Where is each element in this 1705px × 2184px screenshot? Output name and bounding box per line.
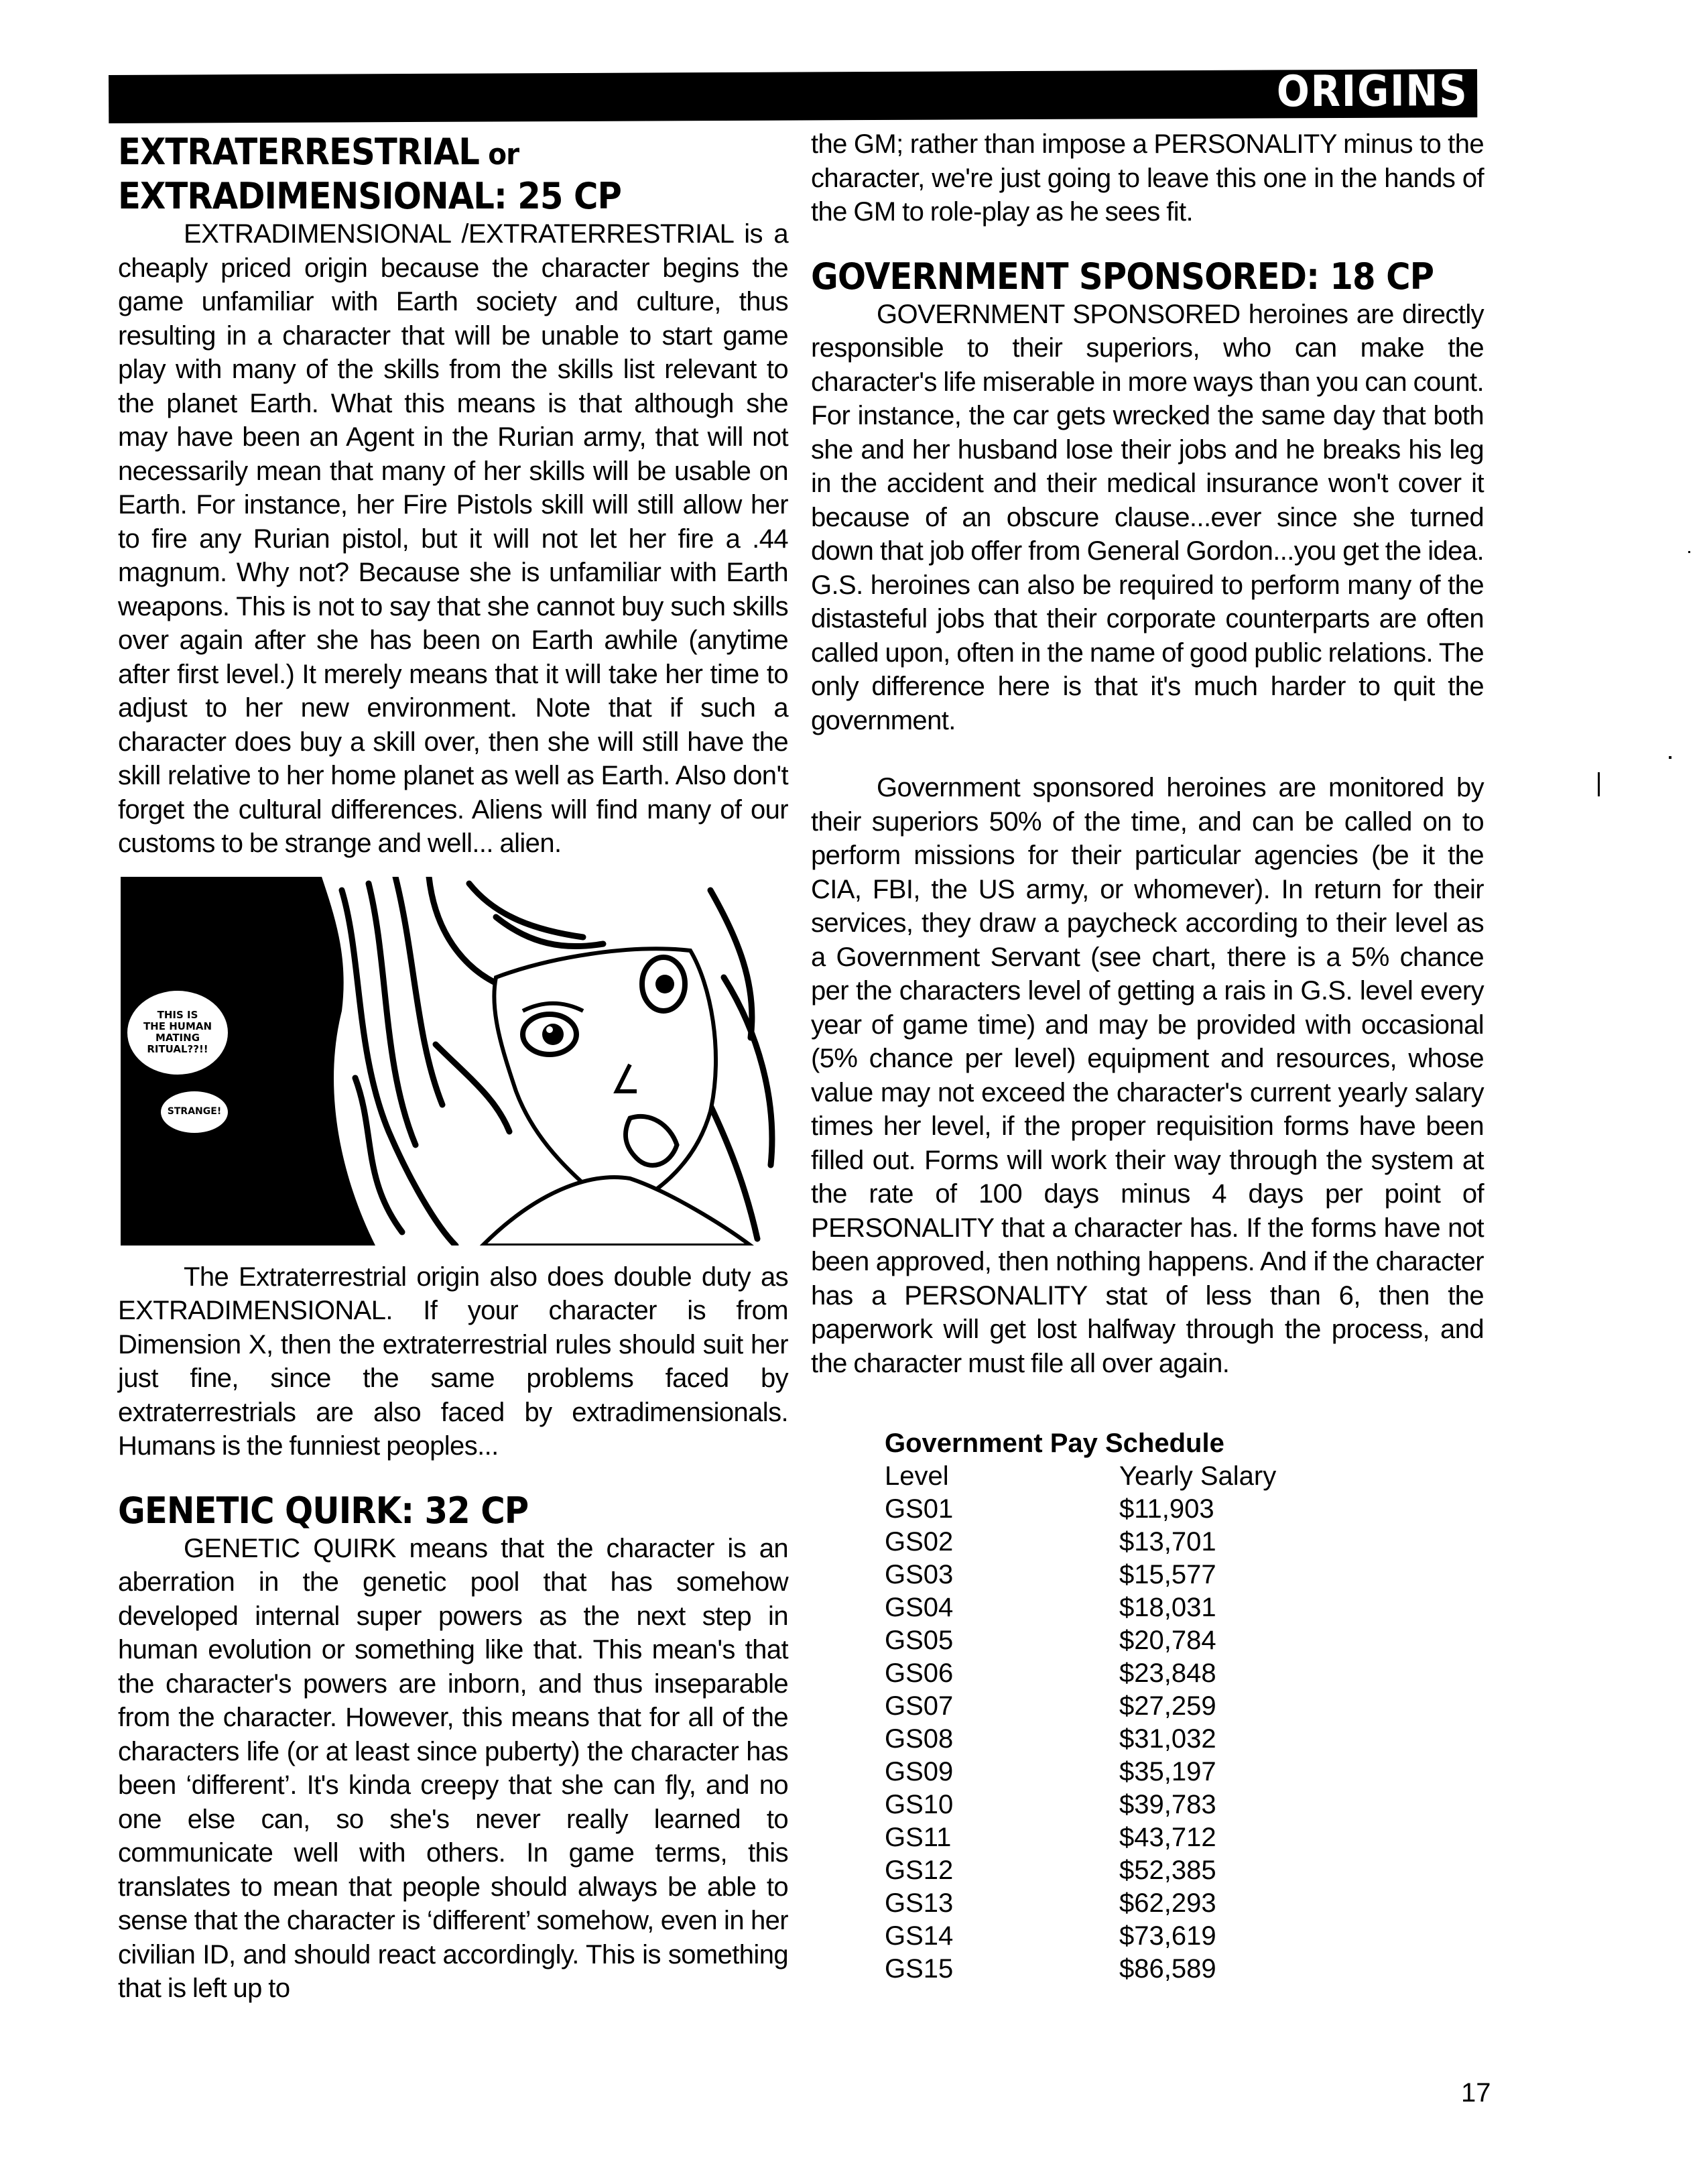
- scan-speck: [1669, 756, 1671, 759]
- table-row: GS05 $20,784: [885, 1626, 1216, 1655]
- table-row: GS01 $11,903: [885, 1494, 1214, 1524]
- table-row: GS03 $15,577: [885, 1560, 1216, 1589]
- extraterrestrial-paragraph-2: The Extraterrestrial origin also does double duty as EXTRADIMENSIONAL. If your character is from Dimension X, then the extraterrestrial rules should suit her just fine, since the same problems faced by extraterrestrials are also faced by extradimensionals. Humans is the funniest peoples...: [118, 1262, 788, 1461]
- woman-face-illustration: [121, 877, 784, 1246]
- table-row: GS02 $13,701: [885, 1527, 1216, 1557]
- table-row: GS14 $73,619: [885, 1921, 1216, 1951]
- right-column: [811, 127, 1484, 1986]
- pay-schedule-header-row: [885, 1460, 1484, 1493]
- table-row: GS12 $52,385: [885, 1856, 1216, 1885]
- government-pay-schedule-table: [885, 1427, 1484, 1986]
- government-sponsored-paragraph-2: Government sponsored heroines are monitored by their superiors 50% of the time, and can be called on to perform missions for their particular agencies (be it the CIA, FBI, the US army, or whomever). In return for their services, they draw a paycheck according to their level as a Government Servant (see chart, there is a 5% chance per the characters level of getting a rais in G.S. level every year of game time) and may be provided with occasional (5% chance per level) equipment and resources, whose value may not exceed the character's current yearly salary times her level, if the proper requisition forms have been filled out. Forms will work their way through the system at the rate of 100 days minus 4 days per point of PERSONALITY that a character has. If the forms have not been approved, then nothing happens. And if the character has a PERSONALITY stat of less than 6, then the paperwork will get lost halfway through the process, and the character must file all over again.: [811, 773, 1484, 1378]
- heading-genetic-quirk: GENETIC QUIRK: 32 CP: [118, 1489, 529, 1532]
- section-header-bar: [109, 66, 1477, 123]
- thought-bubble-strange: STRANGE!: [161, 1091, 228, 1133]
- comic-panel-illustration: [121, 877, 784, 1246]
- table-row: GS13 $62,293: [885, 1888, 1216, 1918]
- heading-extraterrestrial: EXTRATERRESTRIAL or: [118, 131, 519, 173]
- column-header-yearly-salary: Yearly Salary: [1119, 1461, 1277, 1491]
- left-column: [118, 131, 788, 2006]
- table-row: GS04 $18,031: [885, 1593, 1216, 1622]
- scan-speck: [1688, 551, 1690, 553]
- page-number: 17: [1461, 2078, 1491, 2108]
- table-row: GS06 $23,848: [885, 1658, 1216, 1688]
- heading-government-sponsored: GOVERNMENT SPONSORED: 18 CP: [811, 255, 1434, 298]
- pay-schedule-title: Government Pay Schedule: [885, 1429, 1224, 1458]
- genetic-quirk-continuation: the GM; rather than impose a PERSONALITY minus to the character, we're just going to leave this one in the hands of the GM to role-play as he sees fit.: [811, 129, 1484, 227]
- thought-bubble-human-mating-ritual: THIS IS THE HUMAN MATING RITUAL??!!: [127, 991, 228, 1075]
- genetic-quirk-paragraph: GENETIC QUIRK means that the character is an aberration in the genetic pool that has somehow developed internal super powers as the next step in human evolution or something like that. This mean's that the character's powers are inborn, and thus inseparable from the character. However, this means that for all of the characters life (or at least since puberty) the character has been ‘different’. It's kinda creepy that she can fly, and no one else can, so she's never really learned to communicate well with others. In game terms, this translates to mean that people should always be able to sense that the character is ‘different’ somehow, even in her civilian ID, and should react accordingly. This is something that is left up to: [118, 1533, 788, 2003]
- table-row: GS15 $86,589: [885, 1954, 1216, 1984]
- scan-speck: [1598, 772, 1600, 796]
- table-row: GS07 $27,259: [885, 1691, 1216, 1721]
- section-title: ORIGINS: [1276, 66, 1468, 117]
- table-row: GS11 $43,712: [885, 1823, 1216, 1852]
- extraterrestrial-paragraph-1: EXTRADIMENSIONAL /EXTRATERRESTRIAL is a cheaply priced origin because the character begins the game unfamiliar with Earth society and culture, thus resulting in a character that will be unable to start game play with many of the skills from the skills list relevant to the planet Earth. What this means is that although she may have been an Agent in the Rurian army, that will not necessarily mean that many of her skills will be usable on Earth. For instance, her Fire Pistols skill will still allow her to fire any Rurian pistol, but it will not let her fire a .44 magnum. Why not? Because she is unfamiliar with Earth weapons. This is not to say that she cannot buy such skills over again after she has been on Earth awhile (anytime after first level.) It merely means that it will take her time to adjust to her new environment. Note that if such a character does buy a skill over, then she will still have the skill relative to her home planet as well as Earth. Also don't forget the cultural differences. Aliens will find many of our customs to be strange and well... alien.: [118, 219, 788, 858]
- government-sponsored-paragraph-1: GOVERNMENT SPONSORED heroines are directly responsible to their superiors, who can make the character's life miserable in more ways than you can count. For instance, the car gets wrecked the same day that both she and her husband lose their jobs and he breaks his leg in the accident and their medical insurance won't cover it because of an obscure clause...ever since she turned down that job offer from General Gordon...you get the idea. G.S. heroines can also be required to perform many of the distasteful jobs that their corporate counterparts are often called upon, often in the name of good public relations. The only difference here is that it's much harder to quit the government.: [811, 299, 1484, 735]
- table-row: GS09 $35,197: [885, 1757, 1216, 1786]
- column-header-level: Level: [885, 1461, 949, 1491]
- table-row: GS10 $39,783: [885, 1790, 1216, 1819]
- heading-extradimensional: EXTRADIMENSIONAL: 25 CP: [118, 175, 621, 217]
- table-row: GS08 $31,032: [885, 1724, 1216, 1754]
